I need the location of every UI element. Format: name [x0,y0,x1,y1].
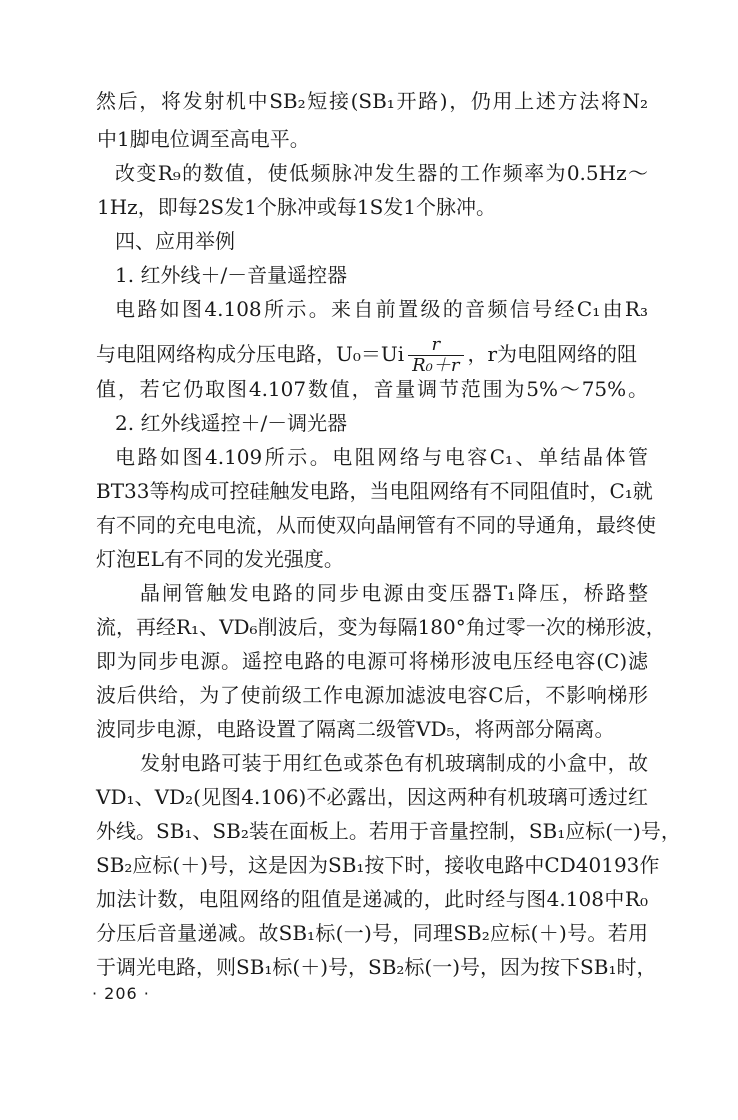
fraction-denominator: R₀＋r [412,355,460,376]
text-line: 1Hz，即每2S发1个脉冲或每1S发1个脉冲。 [97,195,497,219]
text-line: 分压后音量递减。故SB₁标(一)号，同理SB₂应标(＋)号。若用 [96,921,648,945]
text-line: VD₁、VD₂(见图4.106)不必露出，因这两种有机玻璃可透过红 [96,785,648,809]
formula-line [96,334,648,374]
text-line: 波后供给，为了使前级工作电源加滤波电容C后，不影响梯形 [96,683,648,707]
text-line: 晶闸管触发电路的同步电源由变压器T₁降压，桥路整 [140,581,648,605]
text-line: 改变R₉的数值，使低频脉冲发生器的工作频率为0.5Hz～ [115,161,648,185]
text-line: 发射电路可装于用红色或茶色有机玻璃制成的小盒中，故 [140,751,648,775]
text-line: 中1脚电位调至高电平。 [97,127,310,151]
page-number: · 206 · [92,984,150,1003]
text-line: 加法计数，电阻网络的阻值是递减的，此时经与图4.108中R₀ [96,887,648,911]
text-line: 电路如图4.108所示。来自前置级的音频信号经C₁由R₃ [115,297,648,321]
section-heading: 四、应用举例 [115,229,235,253]
text-line: 于调光电路，则SB₁标(＋)号，SB₂标(一)号，因为按下SB₁时， [96,955,657,979]
text-line: 然后，将发射机中SB₂短接(SB₁开路)，仍用上述方法将N₂ [96,89,648,113]
formula-text-after: ，r为电阻网络的阻 [467,342,638,366]
text-line: 流，再经R₁、VD₆削波后，变为每隔180°角过零一次的梯形波， [96,615,666,639]
text-line: 值，若它仍取图4.107数值，音量调节范围为5%～75%。 [96,377,648,401]
text-line: 波同步电源，电路设置了隔离二级管VD₅，将两部分隔离。 [96,717,615,741]
formula-text-before: 与电阻网络构成分压电路，U₀＝Ui [96,342,405,366]
text-line: 电路如图4.109所示。电阻网络与电容C₁、单结晶体管 [115,445,648,469]
subsection-heading: 2. 红外线遥控＋/－调光器 [115,411,348,435]
fraction-numerator: r [408,335,463,356]
text-line: 即为同步电源。遥控电路的电源可将梯形波电压经电容(C)滤 [96,649,648,673]
subsection-heading: 1. 红外线＋/－音量遥控器 [115,263,348,287]
text-line: 灯泡EL有不同的发光强度。 [96,547,344,571]
text-line: 有不同的充电电流，从而使双向晶闸管有不同的导通角，最终使 [96,513,656,537]
text-line: SB₂应标(＋)号，这是因为SB₁按下时，接收电路中CD40193作 [96,853,660,877]
text-line: BT33等构成可控硅触发电路，当电阻网络有不同阻值时，C₁就 [96,479,653,503]
fraction [408,335,463,376]
text-line: 外线。SB₁、SB₂装在面板上。若用于音量控制，SB₁应标(一)号， [96,819,681,843]
